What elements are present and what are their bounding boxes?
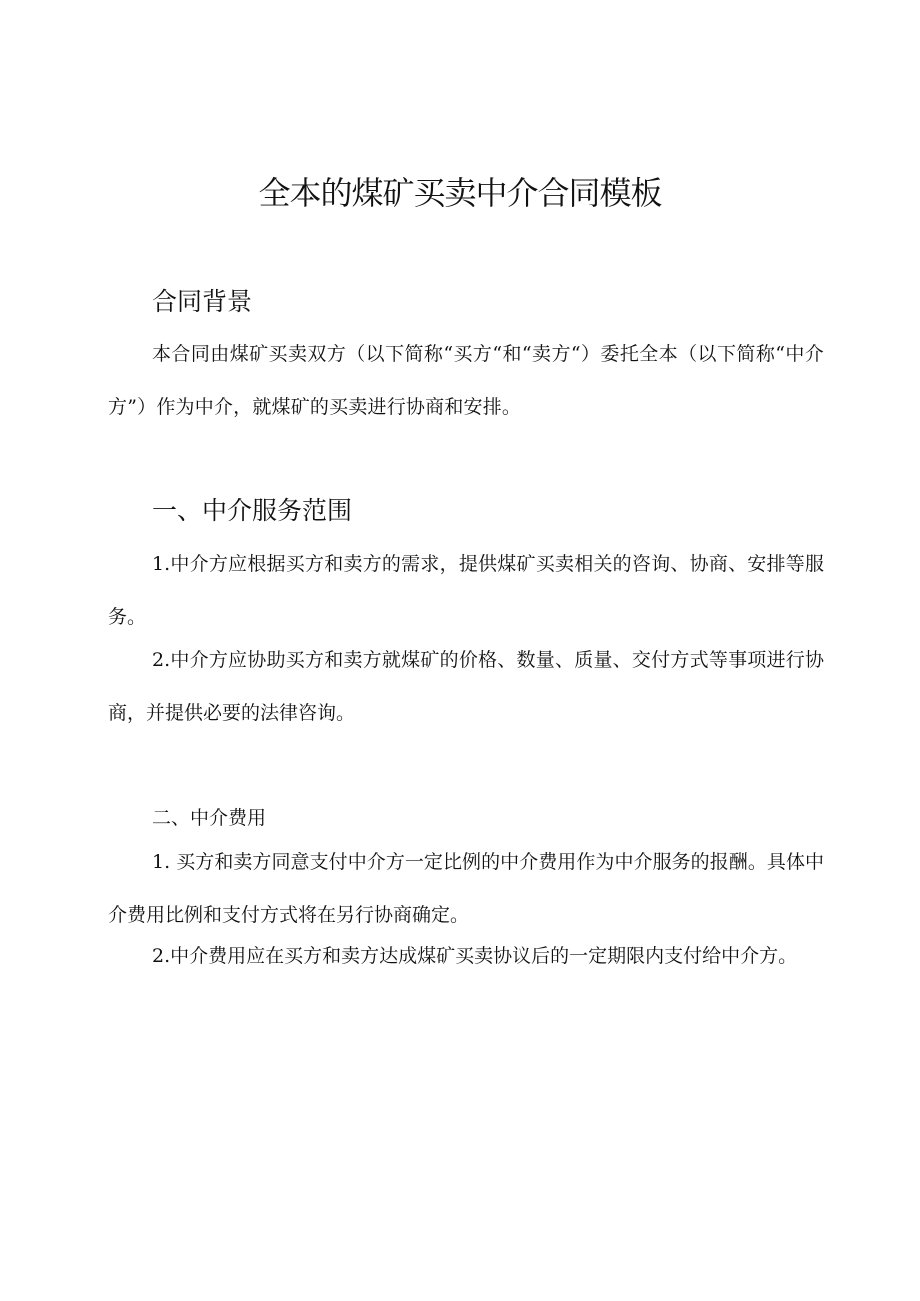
document-title: 全本的煤矿买卖中介合同模板: [258, 174, 662, 212]
fees-item-1: 1. 买方和卖方同意支付中介方一定比例的中介费用作为中介服务的报酬。具体中介费用比例和支付方式将在另行协商确定。: [108, 851, 824, 926]
section-heading-scope: 一、中介服务范围: [152, 496, 353, 525]
fees-item-2: 2.中介费用应在买方和卖方达成煤矿买卖协议后的一定期限内支付给中介方。: [152, 945, 798, 967]
scope-item-1: 1.中介方应根据买方和卖方的需求，提供煤矿买卖相关的咨询、协商、安排等服务。: [108, 553, 824, 628]
scope-item-2: 2.中介方应协助买方和卖方就煤矿的价格、数量、质量、交付方式等事项进行协商，并提供必要的法律咨询。: [108, 649, 824, 724]
section-heading-fees: 二、中介费用: [152, 807, 267, 829]
section-heading-background: 合同背景: [152, 287, 253, 316]
background-paragraph: 本合同由煤矿买卖双方（以下简称“买方“和“卖方“）委托全本（以下简称“中介方”）作为中介，就煤矿的买卖进行协商和安排。: [108, 343, 824, 418]
